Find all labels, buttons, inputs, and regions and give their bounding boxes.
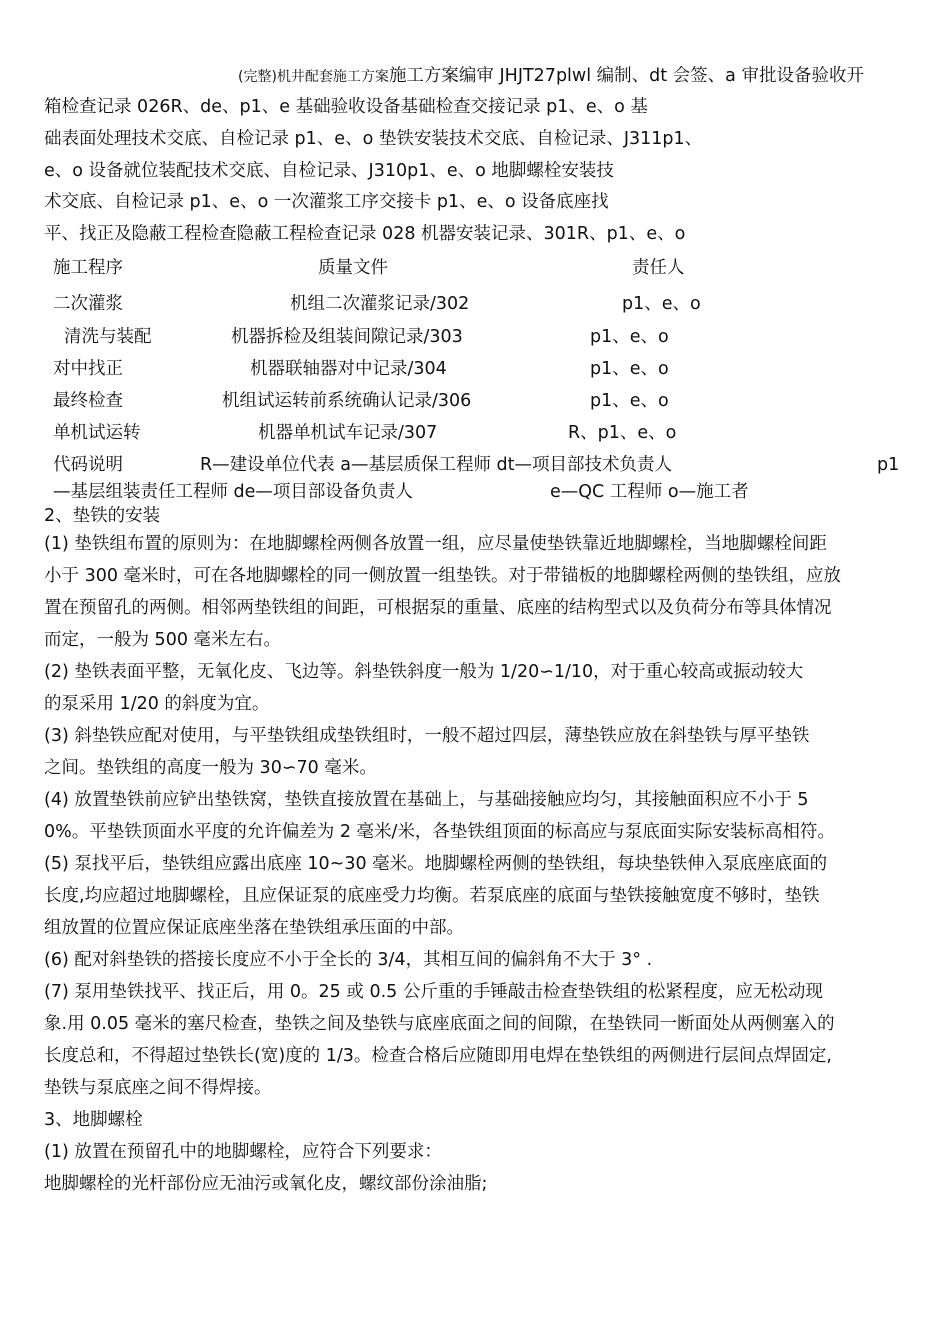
table-row-1-procedure: 二次灌浆	[53, 294, 123, 314]
header-line-6: 平、找正及隐蔽工程检查隐蔽工程检查记录 028 机器安装记录、301R、p1、e、o	[44, 224, 686, 244]
header-line-5: 术交底、自检记录 p1、e、o 一次灌浆工序交接卡 p1、e、o 设备底座找	[44, 192, 609, 212]
section-2-line-16: 象.用 0.05 毫米的塞尺检查，垫铁之间及垫铁与底座底面之间的间隙，在垫铁同一断面处从两侧塞入的	[44, 1014, 835, 1034]
section-2-line-12: 长度,均应超过地脚螺栓，且应保证泵的底座受力均衡。若泵底座的底面与垫铁接触宽度不够时，垫铁	[44, 886, 820, 906]
table-header-responsible: 责任人	[632, 258, 685, 278]
section-2-line-8: 之间。垫铁组的高度一般为 30∽70 毫米。	[44, 758, 377, 778]
document-title: (完整)机井配套施工方案	[238, 69, 389, 85]
section-2-line-15: (7) 泵用垫铁找平、找正后，用 0。25 或 0.5 公斤重的手锤敲击检查垫铁组的松紧程度，应无松动现	[44, 982, 823, 1002]
section-3-line-1: (1) 放置在预留孔中的地脚螺栓，应符合下列要求：	[44, 1142, 442, 1162]
section-2-line-1: (1) 垫铁组布置的原则为：在地脚螺栓两侧各放置一组，应尽量使垫铁靠近地脚螺栓，当地脚螺栓间距	[44, 534, 827, 554]
section-2-line-4: 而定，一般为 500 毫米左右。	[44, 630, 282, 650]
legend-p1: p1	[877, 455, 900, 475]
legend-label: 代码说明	[53, 455, 123, 475]
section-2-line-5: (2) 垫铁表面平整，无氧化皮、飞边等。斜垫铁斜度一般为 1/20∽1/10，对于重心较高或振动较大	[44, 662, 804, 682]
section-2-title: 2、垫铁的安装	[44, 506, 161, 526]
table-row-2-file: 机器拆检及组装间隙记录/303	[231, 327, 463, 347]
table-row-1-file: 机组二次灌浆记录/302	[290, 294, 470, 314]
section-2-line-6: 的泵采用 1/20 的斜度为宜。	[44, 694, 270, 714]
legend-text-2: —基层组装责任工程师 de—项目部设备负责人	[53, 482, 413, 502]
section-2-line-2: 小于 300 毫米时，可在各地脚螺栓的同一侧放置一组垫铁。对于带锚板的地脚螺栓两侧的垫铁组，应放	[44, 566, 842, 586]
table-row-3-responsible: p1、e、o	[590, 359, 669, 379]
table-header-quality-file: 质量文件	[318, 258, 388, 278]
header-line-3: 础表面处理技术交底、自检记录 p1、e、o 垫铁安装技术交底、自检记录、J311p1、	[44, 129, 703, 149]
table-row-5-procedure: 单机试运转	[53, 423, 141, 443]
table-row-5-responsible: R、p1、e、o	[568, 423, 677, 443]
section-3-line-2: 地脚螺栓的光杆部份应无油污或氧化皮，螺纹部份涂油脂;	[44, 1174, 488, 1194]
legend-text-1: R—建设单位代表 a—基层质保工程师 dt—项目部技术负责人	[200, 455, 672, 475]
table-header-procedure: 施工程序	[53, 258, 123, 278]
section-2-line-13: 组放置的位置应保证底座坐落在垫铁组承压面的中部。	[44, 918, 464, 938]
table-row-4-file: 机组试运转前系统确认记录/306	[222, 391, 472, 411]
table-row-4-responsible: p1、e、o	[590, 391, 669, 411]
section-3-title: 3、地脚螺栓	[44, 1110, 143, 1130]
header-line-1-text: 施工方案编审 JHJT27plwl 编制、dt 会签、a 审批设备验收开	[388, 66, 864, 86]
section-2-line-9: (4) 放置垫铁前应铲出垫铁窝，垫铁直接放置在基础上，与基础接触应均匀，其接触面积应不小于 5	[44, 790, 809, 810]
section-2-line-7: (3) 斜垫铁应配对使用，与平垫铁组成垫铁组时，一般不超过四层，薄垫铁应放在斜垫铁与厚平垫铁	[44, 726, 810, 746]
table-row-1-responsible: p1、e、o	[622, 294, 701, 314]
header-line-4: e、o 设备就位装配技术交底、自检记录、J310p1、e、o 地脚螺栓安装技	[44, 161, 614, 181]
legend-text-3: e—QC 工程师 o—施工者	[550, 482, 749, 502]
table-row-3-procedure: 对中找正	[53, 359, 123, 379]
table-row-2-responsible: p1、e、o	[590, 327, 669, 347]
section-2-line-3: 置在预留孔的两侧。相邻两垫铁组的间距，可根据泵的重量、底座的结构型式以及负荷分布等具体情况	[44, 598, 832, 618]
section-2-line-17: 长度总和，不得超过垫铁长(宽)度的 1/3。检查合格后应随即用电焊在垫铁组的两侧进行层间点焊固定,	[44, 1046, 832, 1066]
table-row-5-file: 机器单机试车记录/307	[258, 423, 438, 443]
table-row-2-procedure: 清洗与装配	[64, 327, 152, 347]
section-2-line-18: 垫铁与泵底座之间不得焊接。	[44, 1078, 272, 1098]
header-line-2: 箱检查记录 026R、de、p1、e 基础验收设备基础检查交接记录 p1、e、o 基	[44, 97, 648, 117]
section-2-line-11: (5) 泵找平后，垫铁组应露出底座 10~30 毫米。地脚螺栓两侧的垫铁组，每块垫铁伸入泵底座底面的	[44, 854, 828, 874]
section-2-line-14: (6) 配对斜垫铁的搭接长度应不小于全长的 3/4，其相互间的偏斜角不大于 3° .	[44, 950, 653, 970]
table-row-3-file: 机器联轴器对中记录/304	[250, 359, 447, 379]
header-line-1	[238, 64, 918, 89]
section-2-line-10: 0%。平垫铁顶面水平度的允许偏差为 2 毫米/米，各垫铁组顶面的标高应与泵底面实际安装标高相符。	[44, 822, 835, 842]
table-row-4-procedure: 最终检查	[53, 391, 123, 411]
